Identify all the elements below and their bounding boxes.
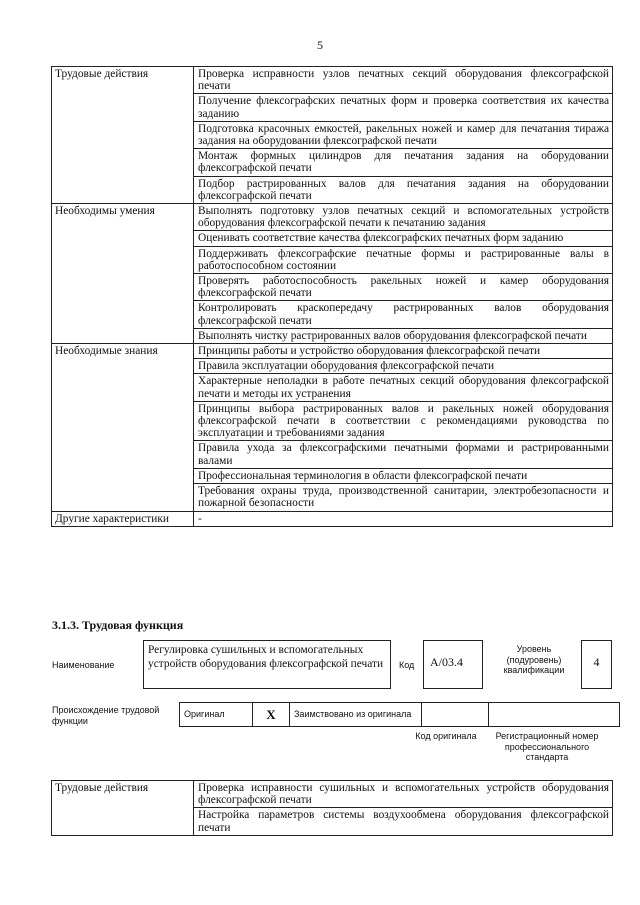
reg-number-label: Регистрационный номер профессионального стандарта	[495, 731, 599, 762]
orig-code-label: Код оригинала	[415, 731, 477, 741]
reg-number-cell	[489, 703, 620, 727]
table-row: Правила эксплуатации оборудования флексографской печати	[194, 359, 613, 374]
level-box: 4	[581, 640, 612, 689]
table-row: Поддерживать флексографские печатные формы и растрированные валы в работоспособном состоянии	[194, 246, 613, 273]
table-row: Правила ухода за флексографскими печатными формами и растрированными валами	[194, 441, 613, 468]
table-row: Оценивать соответствие качества флексографских печатных форм заданию	[194, 231, 613, 246]
function-name-box: Регулировка сушильных и вспомогательных устройств оборудования флексографской печати	[143, 640, 391, 689]
table-row: Подбор растрированных валов для печатания задания на оборудовании флексографской печати	[194, 176, 613, 203]
category-cell: Необходимые знания	[52, 344, 194, 511]
table-row: Получение флексографских печатных форм и проверка соответствия их качества заданию	[194, 94, 613, 121]
table-row: Профессиональная терминология в области флексографской печати	[194, 468, 613, 483]
table-row: Выполнять чистку растрированных валов оборудования флексографской печати	[194, 328, 613, 343]
table-row: Контролировать краскопередачу растрированных валов оборудования флексографской печати	[194, 301, 613, 328]
table-row: Характерные неполадки в работе печатных секций оборудования флексографской печати и методы их устранения	[194, 374, 613, 401]
table-row: -	[194, 511, 613, 526]
category-cell: Трудовые действия	[52, 67, 194, 204]
table-row: Проверять работоспособность ракельных ножей и камер оборудования флексографской печати	[194, 274, 613, 301]
table-row: Требования охраны труда, производственной санитарии, электробезопасности и пожарной безопасности	[194, 484, 613, 511]
category-cell: Трудовые действия	[52, 781, 194, 836]
origin-label: Происхождение трудовой функции	[52, 705, 160, 726]
table-row: Подготовка красочных емкостей, ракельных ножей и камер для печатания тиража задания на оборудовании флексографской печати	[194, 121, 613, 148]
section-title: 3.1.3. Трудовая функция	[52, 618, 184, 632]
code-label: Код	[399, 660, 415, 670]
original-mark: X	[253, 703, 290, 727]
name-label: Наименование	[52, 660, 115, 670]
page-number: 5	[317, 38, 323, 52]
table-row: Проверка исправности сушильных и вспомогательных устройств оборудования флексографской печати	[194, 781, 613, 808]
level-label: Уровень (подуровень) квалификации	[503, 644, 565, 675]
table-row: Проверка исправности узлов печатных секций оборудования флексографской печати	[194, 67, 613, 94]
requirements-table	[51, 66, 613, 527]
table-row: Выполнять подготовку узлов печатных секций и вспомогательных устройств оборудования флексографской печати к печатанию задания	[194, 204, 613, 231]
table-row: Настройка параметров системы воздухообмена оборудования флексографской печати	[194, 808, 613, 835]
original-label: Оригинал	[180, 703, 253, 727]
actions-table	[51, 780, 613, 836]
category-cell: Необходимы умения	[52, 204, 194, 344]
orig-code-cell	[422, 703, 489, 727]
category-cell: Другие характеристики	[52, 511, 194, 526]
borrowed-label: Заимствовано из оригинала	[290, 703, 422, 727]
origin-table	[179, 702, 620, 727]
table-row: Монтаж формных цилиндров для печатания задания на оборудовании флексографской печати	[194, 149, 613, 176]
code-box: А/03.4	[423, 640, 483, 689]
table-row: Принципы работы и устройство оборудования флексографской печати	[194, 344, 613, 359]
table-row: Принципы выбора растрированных валов и ракельных ножей оборудования флексографской печати в соответствии с рекомендациями руководства по эксплуатации и требованиями задания	[194, 401, 613, 441]
